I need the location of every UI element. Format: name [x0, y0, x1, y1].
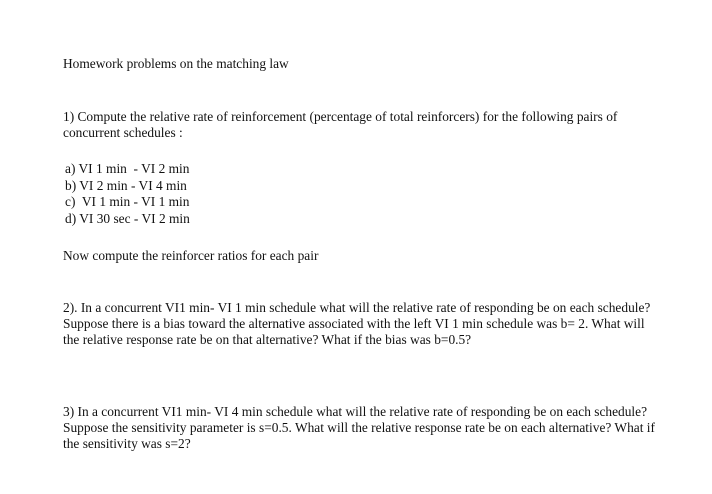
document-title: Homework problems on the matching law: [63, 56, 289, 71]
question-2-text: 2). In a concurrent VI1 min- VI 1 min schedule what will the relative rate of responding be on each schedule? Suppose there is a bias toward the alternative associated with the left VI 1 min schedule was b= 2. What will the relative response rate be on that alternative? What if the bias was b=0.5?: [63, 300, 651, 347]
question-1-text: 1) Compute the relative rate of reinforcement (percentage of total reinforcers) for the following pairs of concurrent schedules :: [63, 109, 618, 140]
question-1-schedule-list: [65, 161, 190, 227]
list-item: b) VI 2 min - VI 4 min: [65, 177, 187, 193]
list-item: a) VI 1 min - VI 2 min: [65, 161, 190, 176]
question-3-text: 3) In a concurrent VI1 min- VI 4 min schedule what will the relative rate of responding be on each schedule? Suppose the sensitivity parameter is s=0.5. What will the relative response rate be on each alternative? What if the sensitivity was s=2?: [63, 404, 655, 451]
question-1-followup: Now compute the reinforcer ratios for each pair: [63, 248, 319, 263]
list-item: d) VI 30 sec - VI 2 min: [65, 210, 190, 226]
list-item: c) VI 1 min - VI 1 min: [65, 194, 190, 209]
